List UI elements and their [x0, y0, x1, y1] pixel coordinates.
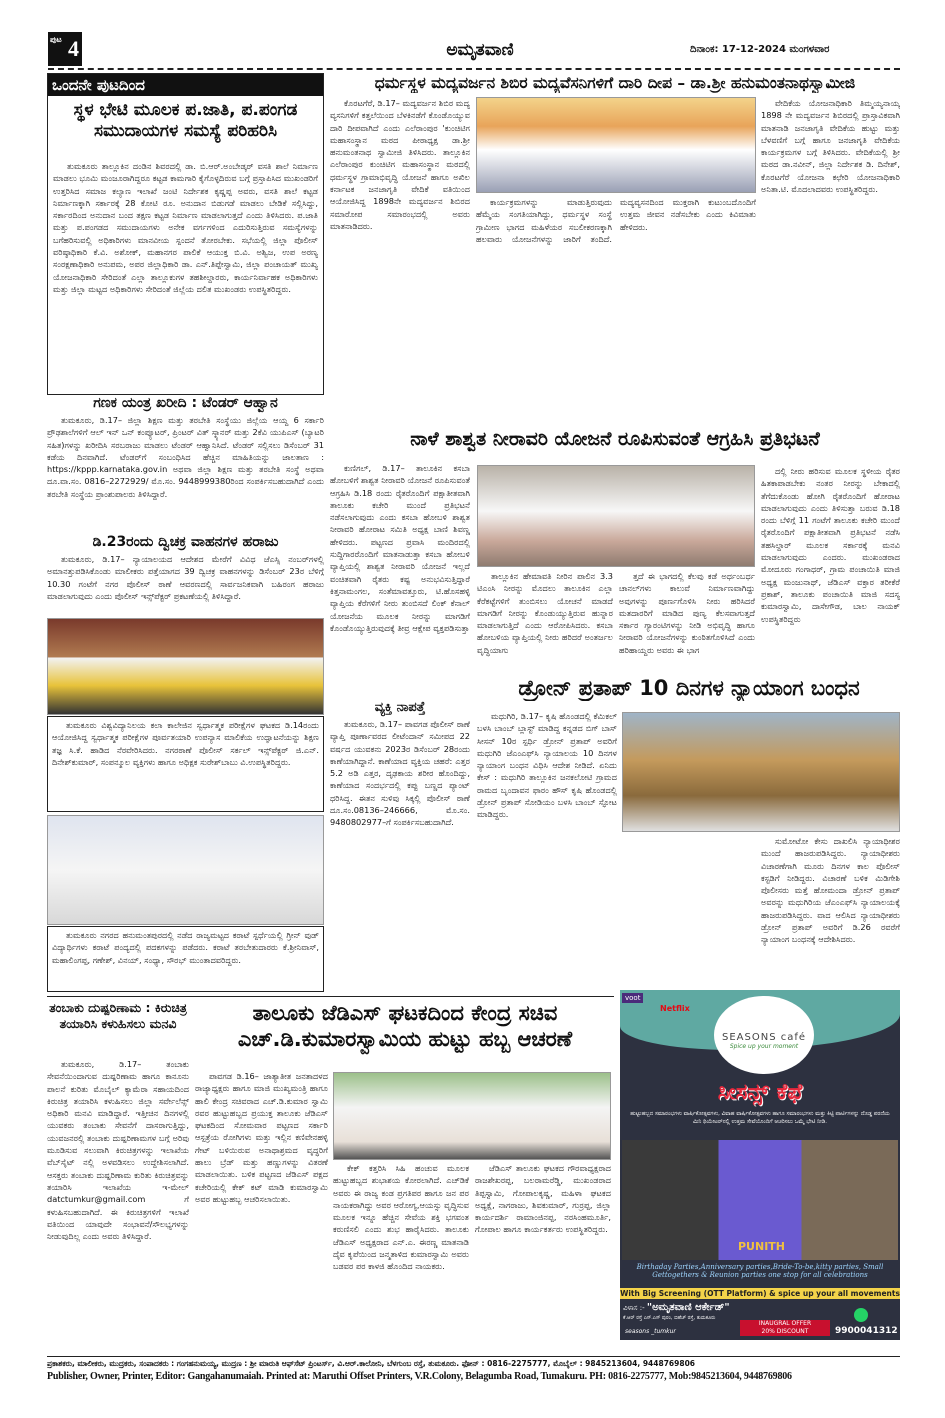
ad-banner: With Big Screening (OTT Platform) & spice up your all movements — [620, 1289, 900, 1298]
article-body: ಪಾವಗಡ ಡಿ.16– ಜಾತ್ಯಾತೀತ ಜನತಾದಳದ ರಾಜ್ಯಾಧ್ಯಕ್ಷರು ಹಾಗೂ ಮಾಜಿ ಮುಖ್ಯಮಂತ್ರಿ ಹಾಗೂ ಹಾಲಿ ಕೇಂದ್ರ ಸಚಿವರಾದ ಎಚ್.ಡಿ.ಕುಮಾರ ಸ್ವಾಮಿ ರವರ ಹುಟ್ಟುಹಬ್ಬದ ಪ್ರಯುಕ್ತ ತಾಲೂಕು ಜೆಡಿಎಸ್ ಘಟಕದಿಂದ ಸೋಮವಾರ ಪಟ್ಟಣದ ಸರ್ಕಾರಿ ಆಸ್ಪತ್ರೆಯ ರೋಗಿಗಳು ಮತ್ತು ಇಲ್ಲಿನ ಕಣಿವೇನಹಳ್ಳಿ ಗೇಟ್ ಬಳಿಯಿರುವ ಅನಾಥಾಶ್ರಮದ ವೃದ್ಧರಿಗೆ ಹಾಲು ಬ್ರೆಡ್ ಮತ್ತು ಹಣ್ಣುಗಳನ್ನು ವಿತರಣೆ ಮಾಡಲಾಯಿತು. ಬಳಿಕ ಪಟ್ಟಣದ ಜೆಡಿಎಸ್ ಪಕ್ಷದ ಕಚೇರಿಯಲ್ಲಿ ಕೇಕ್ ಕಟ್ ಮಾಡಿ ಕುಮಾರಸ್ವಾಮಿ ಅವರ ಹುಟ್ಟುಹಬ್ಬ ಆಚರಿಸಲಾಯಿತು. — [195, 1071, 328, 1204]
photo-caption: ತುಮಕೂರು ವಿಶ್ವವಿದ್ಯಾನಿಲಯ ಕಲಾ ಕಾಲೇಜಿನ ಸ್ವರ್ಧಾತ್ಮಕ ಪರೀಕ್ಷೆಗಳ ಘಟಕದ ಡಿ.14ರಂದು ಆಯೋಜಿಸಿದ್ದ ಸ್ವರ್ಧಾತ್ಮಕ ಪರೀಕ್ಷೆಗಳ ಪೂರ್ವತಯಾರಿ ಉಪನ್ಯಾಸ ಮಾಲಿಕೆಯ ಉದ್ಘಾಟನೆಯನ್ನು ಶಿಕ್ಷಣ ತಜ್ಞ ಸಿ.ಕೆ. ಹಾಡಿದ ನೆರವೇರಿಸಿದರು. ನಗರಠಾಣೆ ಪೊಲೀಸ್ ಸರ್ಕಲ್ ಇನ್ಸ್‌ಪೆಕ್ಟರ್ ಜಿ.ಎನ್. ದಿನೇಶ್‌ಕುಮಾರ್, ಸಂಪನ್ಮೂಲ ವ್ಯಕ್ತಿಗಳು ಹಾಗೂ ಅಧಿಕ್ಷಕ ಸುರೇಶ್‌ಬಾಬು ವಿ.ಉಪಸ್ಥಿತರಿದ್ದರು. — [47, 716, 324, 812]
article-body: ಕುಣಿಗಲ್, ಡಿ.17– ತಾಲೂಕಿನ ಕಸಬಾ ಹೋಬಳಿಗೆ ಶಾಶ್ವತ ನೀರಾವರಿ ಯೋಜನೆ ರೂಪಿಸುವಂತೆ ಆಗ್ರಹಿಸಿ ಡಿ.18 ರಂದು ರೈತರೊಂದಿಗೆ ಪಕ್ಷಾತೀತವಾಗಿ ತಾಲೂಕು ಕಚೇರಿ ಮುಂದೆ ಪ್ರತಿಭಟನೆ ನಡೆಸಲಾಗುವುದು ಎಂದು ಕಸಬಾ ಹೋಬಳಿ ಶಾಶ್ವತ ನೀರಾವರಿ ಹೋರಾಟ ಸಮಿತಿ ಅಧ್ಯಕ್ಷ ಬಾಣಿ ಶಿವಣ್ಣ ಹೇಳಿದರು. ಪಟ್ಟಣದ ಪ್ರವಾಸಿ ಮಂದಿರದಲ್ಲಿ ಸುದ್ದಿಗಾರರೊಂದಿಗೆ ಮಾತನಾಡುತ್ತಾ ಕಸಬಾ ಹೋಬಳಿ ವ್ಯಾಪ್ತಿಯಲ್ಲಿ ಶಾಶ್ವತ ನೀರಾವರಿ ಯೋಜನೆ ಇಲ್ಲದೆ ವಂಚಿತವಾಗಿ ರೈತರು ಕಷ್ಟ ಅನುಭವಿಸುತ್ತಿದ್ದಾರೆ ಕಿತ್ತನಾಮಂಗಲ, ಸಂತೆಮಾವತ್ತೂರು, ಟಿ.ಹೊಸಹಳ್ಳಿ ವ್ಯಾಪ್ತಿಯ ಕೆರೆಗಳಿಗೆ ನೀರು ತುಂಬಿಸದೆ ಲಿಂಕ್ ಕೆನಾಲ್ ಯೋಜನೆಯ ಮೂಲಕ ನೀರನ್ನು ಮಾಗಡಿಗೆ ಕೊಂಡೊಯ್ಯುತ್ತಿರುವುದಕ್ಕೆ ತೀವ್ರ ಆಕ್ಷೇಪ ವ್ಯಕ್ತಪಡಿಸುತ್ತಾ — [330, 463, 470, 633]
article-body: ತುಮಕೂರು, ಡಿ.17– ಜಿಲ್ಲಾ ಶಿಕ್ಷಣ ಮತ್ತು ತರಬೇತಿ ಸಂಸ್ಥೆಯು ಜಿಲ್ಲೆಯ ಆಯ್ದ 6 ಸರ್ಕಾರಿ ಪ್ರೌಢಶಾಲೆಗಳಿಗೆ ಆಲ್ ಇನ್ ಒನ್ ಕಂಪ್ಯೂಟರ್, ಪ್ರಿಂಟರ್ ವಿತ್ ಸ್ಕ್ಯಾನರ್ ಮತ್ತು 2ಕೆವಿ ಯುಪಿಎಸ್ (ಬ್ಯಾಟರಿ ಸಹಿತ)ಗಳನ್ನು ಖರೀದಿಸಿ ಸರಬರಾಜು ಮಾಡಲು ಟೆಂಡರ್ ಆಹ್ವಾನಿಸಿದೆ. ಟೆಂಡರ್ ಸಲ್ಲಿಸಲು ಡಿಸೆಂಬರ್ 31 ಕಡೆಯ ದಿನವಾಗಿದೆ. ಟೆಂಡರ್‌ಗೆ ಸಂಬಂಧಿಸಿದ ಹೆಚ್ಚಿನ ಮಾಹಿತಿಯನ್ನು ಜಾಲತಾಣ : https://kppp.karnataka.gov.in ಅಥವಾ ಜಿಲ್ಲಾ ಶಿಕ್ಷಣ ಮತ್ತು ತರಬೇತಿ ಸಂಸ್ಥೆ ಅಥವಾ ದೂ.ವಾ.ಸಂ. 0816–2272929/ ಮೊ.ಸಂ. 9448999380ರಿಂದ ಸಂಪರ್ಕಿಸಬಹುದಾಗಿದೆ ಎಂದು ತರಬೇತಿ ಸಂಸ್ಥೆಯ ಪ್ರಾಂಶುಪಾಲರು ತಿಳಿಸಿದ್ದಾರೆ. — [47, 415, 324, 499]
page-number: 4 — [68, 36, 79, 61]
article-body: ತುಮಕೂರು ತಾಲ್ಲೂಕಿನ ದಂಡಿನ ಶಿವರದಲ್ಲಿ ಡಾ. ಬಿ.ಆರ್.ಅಂಬೇಡ್ಕರ್ ವಸತಿ ಶಾಲೆ ನಿರ್ಮಾಣ ಮಾಡಲು ಭೂಮಿ ಮಂಜೂರಾಗಿದ್ದರೂ ಕಟ್ಟಡ ಕಾಮಗಾರಿ ಕೈಗೊಳ್ಳದಿರುವ ಬಗ್ಗೆ ಪ್ರಸ್ತಾಪಿಸಿದ ಮುಖಂಡರಿಗೆ ಉತ್ತರಿಸಿದ ಸಮಾಜ ಕಲ್ಯಾಣ ಇಲಾಖೆ ಜಂಟಿ ನಿರ್ದೇಶಕ ಕೃಷ್ಣಪ್ಪ ಅವರು, ವಸತಿ ಶಾಲೆ ಕಟ್ಟಡ ನಿರ್ಮಾಣಕ್ಕಾಗಿ ಸರ್ಕಾರಕ್ಕೆ 28 ಕೋಟಿ ರೂ. ಅನುದಾನ ಬಿಡುಗಡೆ ಮಾಡಲು ಬೇಡಿಕೆ ಸಲ್ಲಿಸಿದ್ದು, ಸರ್ಕಾರದಿಂದ ಅನುದಾನ ಬಂದ ತಕ್ಷಣ ಕಟ್ಟಡ ನಿರ್ಮಾಣ ಮಾಡಲಾಗುತ್ತದೆ ಎಂದು ತಿಳಿಸಿದರು. ಪ.ಜಾತಿ ಮತ್ತು ಪ.ಪಂಗಡದ ಸಮುದಾಯಗಳು ಅನೇಕ ವರ್ಗಗಳಿಂದ ಎದುರಿಸುತ್ತಿರುವ ಸಮಸ್ಯೆಗಳನ್ನು ಬಗೆಹರಿಸುವಲ್ಲಿ ಅಧಿಕಾರಿಗಳು ಮಾನವೀಯ ಸ್ಪಂದನೆ ತೋರಬೇಕು. ಸಭೆಯಲ್ಲಿ ಜಿಲ್ಲಾ ಪೊಲೀಸ್ ವರಿಷ್ಠಾಧಿಕಾರಿ ಕೆ.ವಿ. ಅಶೋಕ್, ಮಹಾನಗರ ಪಾಲಿಕೆ ಆಯುಕ್ತ ಬಿ.ವಿ. ಅಶ್ವಿಜ, ಉಪ ಅರಣ್ಯ ಸಂರಕ್ಷಣಾಧಿಕಾರಿ ಅನುಪಮ, ಅಪರ ಜಿಲ್ಲಾಧಿಕಾರಿ ಡಾ. ಎನ್.ತಿಪ್ಪೇಸ್ವಾಮಿ, ಜಿಲ್ಲಾ ಪಂಚಾಯತ್ ಮುಖ್ಯ ಯೋಜನಾಧಿಕಾರಿ ಸೇರಿದಂತೆ ಎಲ್ಲಾ ತಾಲ್ಲೂಕುಗಳ ತಹಶೀಲ್ದಾರರು, ಕಾರ್ಯನಿರ್ವಾಹಕ ಅಧಿಕಾರಿಗಳು ಮತ್ತು ಜಿಲ್ಲಾ ಮಟ್ಟದ ಅಧಿಕಾರಿಗಳು ಸೇರಿದಂತೆ ಜಿಲ್ಲೆಯ ದಲಿತ ಮುಖಂಡರು ಉಪಸ್ಥಿತರಿದ್ದರು. — [53, 161, 318, 294]
discount-text: 20% DISCOUNT — [761, 1328, 809, 1335]
brand-name: SEASONS café — [721, 1032, 807, 1043]
article-body: ತುಮಕೂರು, ಡಿ.17– ಪಾವಗಡ ಪೊಲೀಸ್ ಠಾಣೆ ವ್ಯಾಪ್ತಿ ಪೂರ್ಣಾವರದ ಲೀಟೆಂದಾನ್ ಸಮೀಪದ 22 ವರ್ಷದ ಯುವಕನು 2023ರ ಡಿಸೆಂಬರ್ 28ರಂದು ಕಾಣೆಯಾಗಿದ್ದಾನೆ. ಕಾಣೆಯಾದ ವ್ಯಕ್ತಿಯ ಚಹರೆ: ಎತ್ತರ 5.2 ಅಡಿ ಎತ್ತರ, ದೃಢಕಾಯ ಶರೀರ ಹೊಂದಿದ್ದು, ಕಾಣೆಯಾದ ಸಂದರ್ಭದಲ್ಲಿ ಕಪ್ಪು ಬಣ್ಣದ ಪ್ಯಾಂಟ್ ಧರಿಸಿದ್ದ. ಈತನ ಸುಳಿವು ಸಿಕ್ಕಲ್ಲಿ ಪೊಲೀಸ್ ಠಾಣೆ ದೂ.ಸಂ.08136–246666, ಮೊ.ಸಂ. 9480802977–ಗೆ ಸಂಪರ್ಕಿಸಬಹುದಾಗಿದೆ. — [330, 719, 470, 828]
article-body: ಜೆಡಿಎಸ್ ತಾಲೂಕು ಘಟಕದ ಗೌರವಾಧ್ಯಕ್ಷರಾದ ರಾಜಶೇಖರಪ್ಪ, ಬಲರಾಮರೆಡ್ಡಿ, ಮುಖಂಡರಾದ ತಿಪ್ಪಸ್ವಾಮಿ, ಗೋಪಾಲಕೃಷ್ಣ, ಮಹಿಳಾ ಘಟಕದ ಅಧ್ಯಕ್ಷೆ, ನಾಗರಾಜು, ಶಿವಕುಮಾರ್, ಗುರ್ರಪ್ಪ, ಜಿಲ್ಲಾ ಕಾರ್ಯದರ್ಶಿ ರಾಮಾಂಜಿನಪ್ಪ, ನರಸಿಂಹಮೂರ್ತಿ, ಗೋಪಾಲ ಹಾಗೂ ಕಾರ್ಯಕರ್ತರು ಉಪಸ್ಥಿತರಿದ್ದರು. — [475, 1163, 611, 1235]
article-body: ತುಮಕೂರು, ಡಿ.17– ತಂಬಾಕು ಸೇವನೆಯಿಂದಾಗುವ ದುಷ್ಪರಿಣಾಮ ಹಾಗೂ ಕಾನೂನು ಪಾಲನೆ ಕುರಿತು ಮೊಬೈಲ್ ಕ್ಯಾಮೆರಾ ಸಹಾಯದಿಂದ ಕಿರುಚಿತ್ರ ತಯಾರಿಸಿ ಕಳುಹಿಸಲು ಜಿಲ್ಲಾ ಸರ್ವೇಲೆನ್ಸ್ ಅಧಿಕಾರಿ ಮನವಿ ಮಾಡಿದ್ದಾರೆ. ಇತ್ತೀಚಿನ ದಿನಗಳಲ್ಲಿ ಯುವಕರು ತಂಬಾಕು ಸೇವನೆಗೆ ದಾಸರಾಗುತ್ತಿದ್ದು, ಯುವಜನರಲ್ಲಿ ತಂಬಾಕು ದುಷ್ಪರಿಣಾಮಗಳ ಬಗ್ಗೆ ಅರಿವು ಮೂಡಿಸುವ ಸಲುವಾಗಿ ಕಿರುಚಿತ್ರಗಳನ್ನು ಇಲಾಖೆಯ ವೆಬ್‌ಸೈಟ್ ನಲ್ಲಿ ಅಳವಡಿಸಲು ಉದ್ದೇಶಿಸಲಾಗಿದೆ. ಆಸಕ್ತರು ತಂಬಾಕು ದುಷ್ಪರಿಣಾಮ ಕುರಿತು ಕಿರುಚಿತ್ರವನ್ನು ತಯಾರಿಸಿ ಇಲಾಖೆಯ ಇ-ಮೇಲ್ datctumkur@gmail.com ಗೆ ಕಳುಹಿಸಬಹುದಾಗಿದೆ. ಈ ಕಿರುಚಿತ್ರಗಳಿಗೆ ಇಲಾಖೆ ವತಿಯಿಂದ ಯಾವುದೇ ಸಂಭಾವನೆ/ಸೌಲಭ್ಯಗಳನ್ನು ನೀಡುವುದಿಲ್ಲ ಎಂದು ಅವರು ತಿಳಿಸಿದ್ದಾರೆ. — [47, 1059, 189, 1242]
tobacco-headline: ತಂಬಾಕು ದುಷ್ಪರಿಣಾಮ : ಕಿರುಚಿತ್ರ ತಯಾರಿಸಿ ಕಳುಹಿಸಲು ಮನವಿ — [49, 1000, 187, 1031]
offer-text: INAUGRAL OFFER — [758, 1320, 812, 1327]
imprint-kannada: ಪ್ರಕಾಶಕರು, ಮಾಲೀಕರು, ಮುದ್ರಕರು, ಸಂಪಾದಕರು : ಗಂಗಹನುಮಯ್ಯ, ಮುದ್ರಣ : ಶ್ರೀ ಮಾರುತಿ ಆಫ್‌ಸೆಟ್ ಪ್ರಿಂಟರ್ಸ್, ವಿ.ಆರ್.ಕಾಲೋನಿ, ಬೆಳಗುಂಬ ರಸ್ತೆ, ತುಮಕೂರು. ಫೋನ್ : 0816-2275777, ಮೊಬೈಲ್ : 9845213604, 9448769806 — [47, 1359, 696, 1368]
continued-article-box — [47, 73, 324, 395]
header-divider — [48, 68, 900, 70]
section-divider — [47, 996, 614, 997]
article-body: ತ್ತದೆ ಈ ಭಾಗದಲ್ಲಿ ಕೆಲವು ಕಡೆ ಅರ್ಧಂಬರ್ಧ ಚಾನಲ್‌ಗಳು ಕಾಲುವೆ ನಿರ್ಮಾಣವಾಗಿದ್ದು ಅವುಗಳನ್ನು ಪೂರ್ಣಗೊಳಿಸಿ ನೀರು ಹರಿಸಿದರೆ ಮತದಾರರಿಗೆ ಮಾಡಿದ ಪುಣ್ಯ ಕೆಲಸವಾಗುತ್ತದೆ ಸರ್ಕಾರ ಗ್ಯಾರಂಟಿಗಳನ್ನು ನೀಡಿ ಅಭಿವೃದ್ಧಿ ಹಾಗೂ ನೀರಾವರಿ ಯೋಜನೆಗಳನ್ನು ಕುಂಠಿತಗೊಳಿಸಿದೆ ಎಂದು ಹರಿಹಾಯ್ದರು ಅವರು ಈ ಭಾಗ — [619, 571, 755, 655]
article-body: ತುಮಕೂರು, ಡಿ.17– ನ್ಯಾಯಾಲಯದ ಆದೇಶದ ಮೇರೆಗೆ ವಿವಿಧ ಜೆಎಸ್ಸಿ ನಂಬರ್‌ಗಳಲ್ಲಿ ಅಮಾನತ್ತುಪಡಿಸಿಕೊಂಡು ಮಾಲೀಕರು ಪತ್ತೆಯಾಗದ 39 ದ್ವಿಚಕ್ರ ವಾಹನಗಳನ್ನು ಡಿಸೆಂಬರ್ 23ರ ಬೆಳಿಗ್ಗೆ 10.30 ಗಂಟೆಗೆ ನಗರ ಪೊಲೀಸ್ ಠಾಣೆ ಆವರಣದಲ್ಲಿ ಸಾರ್ವಜನಿಕವಾಗಿ ಬಹಿರಂಗ ಹರಾಜು ಮಾಡಲಾಗುವುದು ಎಂದು ಪೊಲೀಸ್ ಇನ್ಸ್‌ಪೆಕ್ಟರ್ ಪ್ರಕಟಣೆಯಲ್ಲಿ ತಿಳಿಸಿದ್ದಾರೆ. — [47, 554, 324, 601]
imprint-english: Publisher, Owner, Printer, Editor: Gangahanumaiah. Printed at: Maruthi Offset Printers, V.R.Colony, Belagumba Road, Tumakuru. PH: 0816-2275777, Mob:9845213604, 9448769806 — [47, 1371, 792, 1382]
article-headline: ಡಿ.23ರಂದು ದ್ವಿಚಕ್ರ ವಾಹನಗಳ ಹರಾಜು — [92, 534, 279, 550]
address-block — [623, 1302, 730, 1313]
address-label: ವಿಳಾಸ :- — [623, 1304, 645, 1312]
address: ಕೆ.ಆರ್ ರಸ್ತೆ ಎಸ್.ಎಸ್ ಪುರಂ, ಬಿಹೆಚ್ ರಸ್ತೆ, ತುಮಕೂರು — [623, 1315, 716, 1321]
article-headline: ಸ್ಥಳ ಭೇಟಿ ಮೂಲಕ ಪ.ಜಾತಿ, ಪ.ಪಂಗಡ ಸಮುದಾಯಗಳ ಸಮಸ್ಯೆ ಪರಿಹರಿಸಿ — [73, 100, 298, 142]
ad-description: ಹುಟ್ಟುಹಬ್ಬದ ಸಮಾರಂಭಗಳು ವಾರ್ಷಿಕೋತ್ಸವಗಳು, ವಿವಾಹ ವಾರ್ಷಿಕೋತ್ಸವಗಳು ಹಾಗೂ ಸಮಾರಂಭಗಳು ಮತ್ತು ಕಿಟ್ಟಿ ಪಾರ್ಟಿಗಳನ್ನು ದೊಡ್ಡ ಪರದೆಯ ಮಿನಿ ಥಿಯೇಟರ್‌ನಲ್ಲಿ ಉತ್ತಮ ಸೇವೆಯೊಂದಿಗೆ ಆಚರಿಸಲು ಒಮ್ಮೆ ಭೇಟಿ ನೀಡಿ. — [630, 1111, 890, 1125]
photo-workshop — [47, 618, 324, 715]
address-name: "ಅಮೃತವಾಣಿ ಆರ್ಕೇಡ್" — [646, 1302, 730, 1313]
photo-karate — [47, 815, 324, 925]
photo-protest-meeting — [477, 465, 755, 567]
irrigation-headline: ನಾಳೆ ಶಾಶ್ವತ ನೀರಾವರಿ ಯೋಜನೆ ರೂಪಿಸುವಂತೆ ಆಗ್ರಹಿಸಿ ಪ್ರತಿಭಟನೆ — [410, 428, 820, 450]
ad-phone: 9900041312 — [835, 1326, 898, 1336]
ott-logo-voot: voot — [622, 993, 643, 1003]
article-headline: ಗಣಕ ಯಂತ್ರ ಖರೀದಿ : ಟೆಂಡರ್ ಆಹ್ವಾನ — [93, 395, 278, 411]
issue-date: ದಿನಾಂಕ: 17-12-2024 ಮಂಗಳವಾರ — [690, 44, 830, 55]
page-label: ಪುಟ — [50, 35, 62, 44]
article-body: ಕೊರಟಗೆರೆ, ಡಿ.17– ಮದ್ಯವರ್ಜನ ಶಿಬಿರ ಮದ್ಯ ವ್ಯಸನಿಗಳಿಗೆ ಕತ್ತಲೆಯಿಂದ ಬೆಳಕಿನಡೆಗೆ ಕೊಂಡೊಯ್ಯುವ ದಾರಿ ದೀಪವಾಗಿದೆ ಎಂದು ಎಲೆರಾಂಪುರ 'ಕುಂಚಿಟಿಗ ಮಹಾಸಂಸ್ಥಾನ ಮಠದ ಪೀಠಾಧ್ಯಕ್ಷ ಡಾ.ಶ್ರೀ ಹನುಮಂತನಾಥ ಸ್ವಾಮೀಜಿ ತಿಳಿಸಿದರು. ತಾಲ್ಲೂಕಿನ ಎಲೆರಾಂಪುರ ಕುಂಚಿಟಿಗ ಮಹಾಸಂಸ್ಥಾನ ಮಠದಲ್ಲಿ ಧರ್ಮಸ್ಥಳ ಗ್ರಾಮಾಭಿವೃದ್ಧಿ ಯೋಜನೆ ಹಾಗೂ ಅಖಿಲ ಕರ್ನಾಟಕ ಜನಜಾಗೃತಿ ವೇದಿಕೆ ವತಿಯಿಂದ ಆಯೋಜಿಸಿದ್ದ 1898ನೇ ಮದ್ಯವರ್ಜನ ಶಿಬಿರದ ಸಮಾರೋಪ ಸಮಾರಂಭದಲ್ಲಿ ಅವರು ಮಾತನಾಡಿದರು. — [330, 98, 470, 231]
ott-logo-netflix: Netflix — [660, 1004, 690, 1013]
instagram-handle: seasons _tumkur — [625, 1328, 676, 1335]
offer-badge — [740, 1320, 830, 1336]
drone-pratap-headline: ಡ್ರೋನ್ ಪ್ರತಾಪ್ 10 ದಿನಗಳ ನ್ಯಾಯಾಂಗ ಬಂಧನ — [518, 676, 860, 700]
article-body: ದಲ್ಲಿ ನೀರು ಹರಿಸುವ ಮೂಲಕ ಸ್ಥಳೀಯ ರೈತರ ಹಿತಕಾಪಾಡಬೇಕು ನಂತರ ನೀರನ್ನು ಬೇಕಾದಲ್ಲಿ ತೆಗೆದುಕೊಂಡು ಹೋಗಿ ರೈತರೊಂದಿಗೆ ಹೋರಾಟ ಮಾಡಲಾಗುವುದು ಎಂದು ತಿಳಿಸುತ್ತಾ ಬರುವ ಡಿ.18 ರಂದು ಬೆಳಿಗ್ಗೆ 11 ಗಂಟೆಗೆ ತಾಲೂಕು ಕಚೇರಿ ಮುಂದೆ ರೈತರೊಂದಿಗೆ ಪಕ್ಷಾತೀತವಾಗಿ ಪ್ರತಿಭಟನೆ ನಡೆಸಿ ತಹಸಿಲ್ದಾರ್ ಮೂಲಕ ಸರ್ಕಾರಕ್ಕೆ ಮನವಿ ಮಾಡಲಾಗುವುದು ಎಂದರು. ಮುಖಂಡರಾದ ಮೋದೂರು ಗಂಗಾಧರ್, ಗ್ರಾಮ ಪಂಚಾಯಿತಿ ಮಾಜಿ ಅಧ್ಯಕ್ಷ ಮಂಜುನಾಥ್, ಜೆಡಿಎಸ್ ವಕ್ತಾರ ತರೀಕೆರೆ ಪ್ರಕಾಶ್, ತಾಲೂಕು ಪಂಚಾಯಿತಿ ಮಾಜಿ ಸದಸ್ಯ ಕುಮಾರಸ್ವಾಮಿ, ದಾಸೇಗೌಡ, ಬಾಲ ನಾಯಕ್ ಉಪಸ್ಥಿತರಿದ್ದರು — [761, 466, 900, 624]
photo-cake-cutting — [333, 1072, 611, 1160]
seasons-cafe-ad — [620, 990, 900, 1340]
article-body: ವೇದಿಕೆಯ ಯೋಜನಾಧಿಕಾರಿ ತಿಮ್ಮಯ್ಯನಾಯ್ಕ 1898 ನೇ ಮದ್ಯವರ್ಜನ ಶಿಬಿರದಲ್ಲಿ ಪ್ರಾಸ್ತಾವಿಕವಾಗಿ ಮಾತನಾಡಿ ಜನಜಾಗೃತಿ ವೇದಿಕೆಯ ಹುಟ್ಟು ಮತ್ತು ಬೆಳವಣಿಗೆ ಬಗ್ಗೆ ಹಾಗೂ ಜನಜಾಗೃತಿ ವೇದಿಕೆಯ ಕಾರ್ಯಕ್ರಮಗಳ ಬಗ್ಗೆ ತಿಳಿಸಿದರು. ವೇದಿಕೆಯಲ್ಲಿ ಶ್ರೀ ಮಠದ ಡಾ.ನವೀನ್, ಜಿಲ್ಲಾ ನಿರ್ದೇಶಕ ಡಿ. ದಿನೇಶ್, ಕೊರಟಗೆರೆ ಯೋಜನಾ ಕಛೇರಿ ಯೋಜನಾಧಿಕಾರಿ ಅನಿತಾ.ಟಿ. ಮೊದಲಾದವರು ಉಪಸ್ಥಿತರಿದ್ದರು. — [761, 98, 900, 195]
article-body: ತಾಲ್ಲೂಕಿನ ಹೇಮಾವತಿ ನೀರಿನ ಪಾಲಿನ 3.3 ಟಿಎಂಸಿ ನೀರನ್ನು ಮೊದಲು ತಾಲೂಕಿನ ಎಲ್ಲಾ ಕೆರೆಕಟ್ಟೆಗಳಿಗೆ ತುಂಬಿಸಲು ಯೋಚನೆ ಮಾಡದೆ ಮಾಗಡಿಗೆ ನೀರನ್ನು ಕೊಂಡುಯ್ಯುತ್ತಿರುವ ಹುನ್ನಾರ ಮಾಡಲಾಗುತ್ತಿದೆ ಎಂದು ಆರೋಪಿಸಿದರು. ಕಸಬಾ ಹೋಬಳಿಯ ವ್ಯಾಪ್ತಿಯಲ್ಲಿ ನೀರು ಹರಿದರೆ ಅಂತರ್ಜಲ ವೃದ್ಧಿಯಾಗು — [477, 571, 613, 655]
article-body: ಮಧುಗಿರಿ, ಡಿ.17– ಕೃಷಿ ಹೊಂಡದಲ್ಲಿ ಕೆಮಿಕಲ್ ಬಳಸಿ ಬಾಂಬ್ ಬ್ಲಾಸ್ಟ್ ಮಾಡಿದ್ದ ಕನ್ನಡದ ಬಿಗ್ ಬಾಸ್ ಸೀಸನ್ 10ರ ಸ್ಪರ್ಧಿ ಡ್ರೋನ್ ಪ್ರತಾಪ್ ಅವರಿಗೆ ಮಧುಗಿರಿ ಜೆಎಂಎಫ್‌ಸಿ ನ್ಯಾಯಾಲಯ 10 ದಿನಗಳ ನ್ಯಾಯಾಂಗ ಬಂಧನ ವಿಧಿಸಿ ಆದೇಶ ನೀಡಿದೆ. ಏನಿದು ಕೇಸ್ : ಮಧುಗಿರಿ ತಾಲ್ಲೂಕಿನ ಜನಕಲೋಟಿ ಗ್ರಾಮದ ರಾಮದ ಬೃಂದಾವನ ಫಾರಂ ಹೌಸ್ ಕೃಷಿ ಹೊಂಡದಲ್ಲಿ ಡ್ರೋನ್ ಪ್ರತಾಪ್ ಸೋಡಿಯಂ ಬಳಸಿ ಬಾಂಬ್ ಸ್ಫೋಟ ಮಾಡಿದ್ದರು. — [477, 711, 617, 820]
ad-title: ಸೀಸನ್ಸ್ ಕೆಫೆ — [717, 1080, 803, 1105]
article-body: ಕಾರ್ಯಕ್ರಮಗಳನ್ನು ಮಾಡುತ್ತಿರುವುದು ಹೆಮ್ಮೆಯ ಸಂಗತಿಯಾಗಿದ್ದು, ಧರ್ಮಸ್ಥಳ ಸಂಸ್ಥೆ ಗ್ರಾಮೀಣ ಭಾಗದ ಮಹಿಳೆಯರ ಸಬಲೀಕರಣಕ್ಕಾಗಿ ಹಲವಾರು ಯೋಜನೆಗಳನ್ನು ಜಾರಿಗೆ ತಂದಿದೆ. ಮದ್ಯವ್ಯಸನದಿಂದ ಮುಕ್ತರಾಗಿ ಕುಟುಂಬದೊಂದಿಗೆ ಉತ್ತಮ ಜೀವನ ನಡೆಸಬೇಕು ಎಂದು ಕಿವಿಮಾತು ಹೇಳಿದರು. — [476, 197, 756, 244]
missing-person-headline: ವ್ಯಕ್ತಿ ನಾಪತ್ತೆ — [374, 700, 426, 715]
article-body: ಕೇಕ್ ಕತ್ತರಿಸಿ ಸಿಹಿ ಹಂಚುವ ಮೂಲಕ ಹುಟ್ಟುಹಬ್ಬದ ಶುಭಾಶಯ ಕೋರಲಾಗಿದೆ. ಎಚ್‌ಡಿಕೆ ಅವರು ಈ ರಾಜ್ಯ ಕಂಡ ಪ್ರಗತಿಪರ ಹಾಗೂ ಜನ ಪರ ನಾಯಕರಾಗಿದ್ದು ಅವರ ಆರೋಗ್ಯ,ಆಯಸ್ಸು ವೃದ್ಧಿಸುವ ಮೂಲಕ ಇನ್ನೂ ಹೆಚ್ಚಿನ ಸೇವೆಯ ಶಕ್ತಿ ಭಗವಂತ ಕರುಣಿಸಲಿ ಎಂದು ಶುಭ ಹಾರೈಸಿದರು. ತಾಲೂಕು ಜೆಡಿಎಸ್ ಅಧ್ಯಕ್ಷರಾದ ಎನ್.ಎ. ಈರಣ್ಣ ಮಾತನಾಡಿ ದೈವ ಕೃಪೆಯಿಂದ ಜನ್ಮತಾಳಿದ ಕುಮಾರಸ್ವಾಮಿ ಅವರು ಬಡವರ ಪರ ಕಾಳಜಿ ಹೊಂದಿದ ನಾಯಕರು. — [333, 1163, 469, 1272]
cafe-logo — [714, 996, 814, 1074]
brand-tagline: Spice up your moment — [729, 1043, 799, 1050]
whatsapp-icon — [854, 1308, 868, 1322]
photo-caption: ತುಮಕೂರು ನಗರದ ಹನುಮಂತಪುರದಲ್ಲಿ ನಡೆದ ರಾಜ್ಯಮಟ್ಟದ ಕರಾಟೆ ಸ್ಪರ್ಧೆಯಲ್ಲಿ ಗ್ರೀನ್ ವುಡ್ ವಿದ್ಯಾರ್ಥಿಗಳು ಕರಾಟೆ ಪಂದ್ಯದಲ್ಲಿ ಪದಕಗಳನ್ನು ಪಡೆದರು. ಕರಾಟೆ ತರಬೇತುದಾರರು ಕೆ.ಶ್ರೀನಿವಾಸ್, ಮಹಾಲಿಂಗಪ್ಪ, ಗಣೇಶ್, ವಿನಯ್, ಸಂಧ್ಯಾ, ಸೌರಭ್ ಮುಂತಾದವರಿದ್ದರು. — [47, 926, 324, 992]
article-body: ಸುಮೋಟೋ ಕೇಸು ದಾಖಲಿಸಿ ನ್ಯಾಯಾಧೀಶರ ಮುಂದೆ ಹಾಜರುಪಡಿಸಿದ್ದರು. ನ್ಯಾಯಾಧೀಶರು ವಿಚಾರಣೆಗಾಗಿ ಮೂರು ದಿನಗಳ ಕಾಲ ಪೊಲೀಸ್ ಕಸ್ಟಡಿಗೆ ನೀಡಿದ್ದರು. ವಿಚಾರಣೆ ಬಳಿಕ ಮಿಡಿಗೇಶಿ ಪೊಲೀಸರು ಮತ್ತೆ ಹೋಮಂದಾ ಡ್ರೋನ್ ಪ್ರತಾಪ್ ಅವರನ್ನು ಮಧುಗಿರಿಯ ಜೆಎಂಎಫ್‌ಸಿ ನ್ಯಾಯಾಲಯಕ್ಕೆ ಹಾಜರುಪಡಿಸಿದ್ದರು. ವಾದ ಆಲಿಸಿದ ನ್ಯಾಯಾಧೀಶರು ಡ್ರೋನ್ ಪ್ರತಾಪ್ ಅವರಿಗೆ ಡಿ.26 ರವರೆಗೆ ನ್ಯಾಯಾಂಗ ಬಂಧನಕ್ಕೆ ಆದೇಶಿಸಿದರು. — [761, 836, 900, 945]
page-number-badge — [48, 32, 82, 66]
top-story-headline: ಧರ್ಮಸ್ಥಳ ಮದ್ಯವರ್ಜನ ಶಿಬಿರ ಮದ್ಯವೆಸನಿಗಳಿಗೆ ದಾರಿ ದೀಪ – ಡಾ.ಶ್ರೀ ಹನುಮಂತನಾಥಸ್ವಾಮೀಜಿ — [374, 74, 856, 92]
cake-name: PUNITH — [738, 1240, 786, 1253]
ad-services: Birthaday Parties,Anniversary parties,Bride-To-be,kitty parties, Small Gettogethers & Reunion parties one stop for all celebrations — [636, 1263, 884, 1279]
photo-deaddiction-camp — [476, 97, 756, 193]
continued-banner: ಒಂದನೇ ಪುಟದಿಂದ — [48, 74, 323, 96]
photo-drone-pratap-police — [622, 712, 900, 832]
jds-birthday-headline: ತಾಲೂಕು ಜೆಡಿಎಸ್ ಘಟಕದಿಂದ ಕೇಂದ್ರ ಸಚಿವ ಎಚ್.ಡಿ.ಕುಮಾರಸ್ವಾಮಿಯ ಹುಟ್ಟು ಹಬ್ಬ ಆಚರಣೆ — [237, 1001, 573, 1052]
footer-divider — [47, 1356, 900, 1357]
masthead: ಅಮೃತವಾಣಿ — [446, 40, 514, 60]
